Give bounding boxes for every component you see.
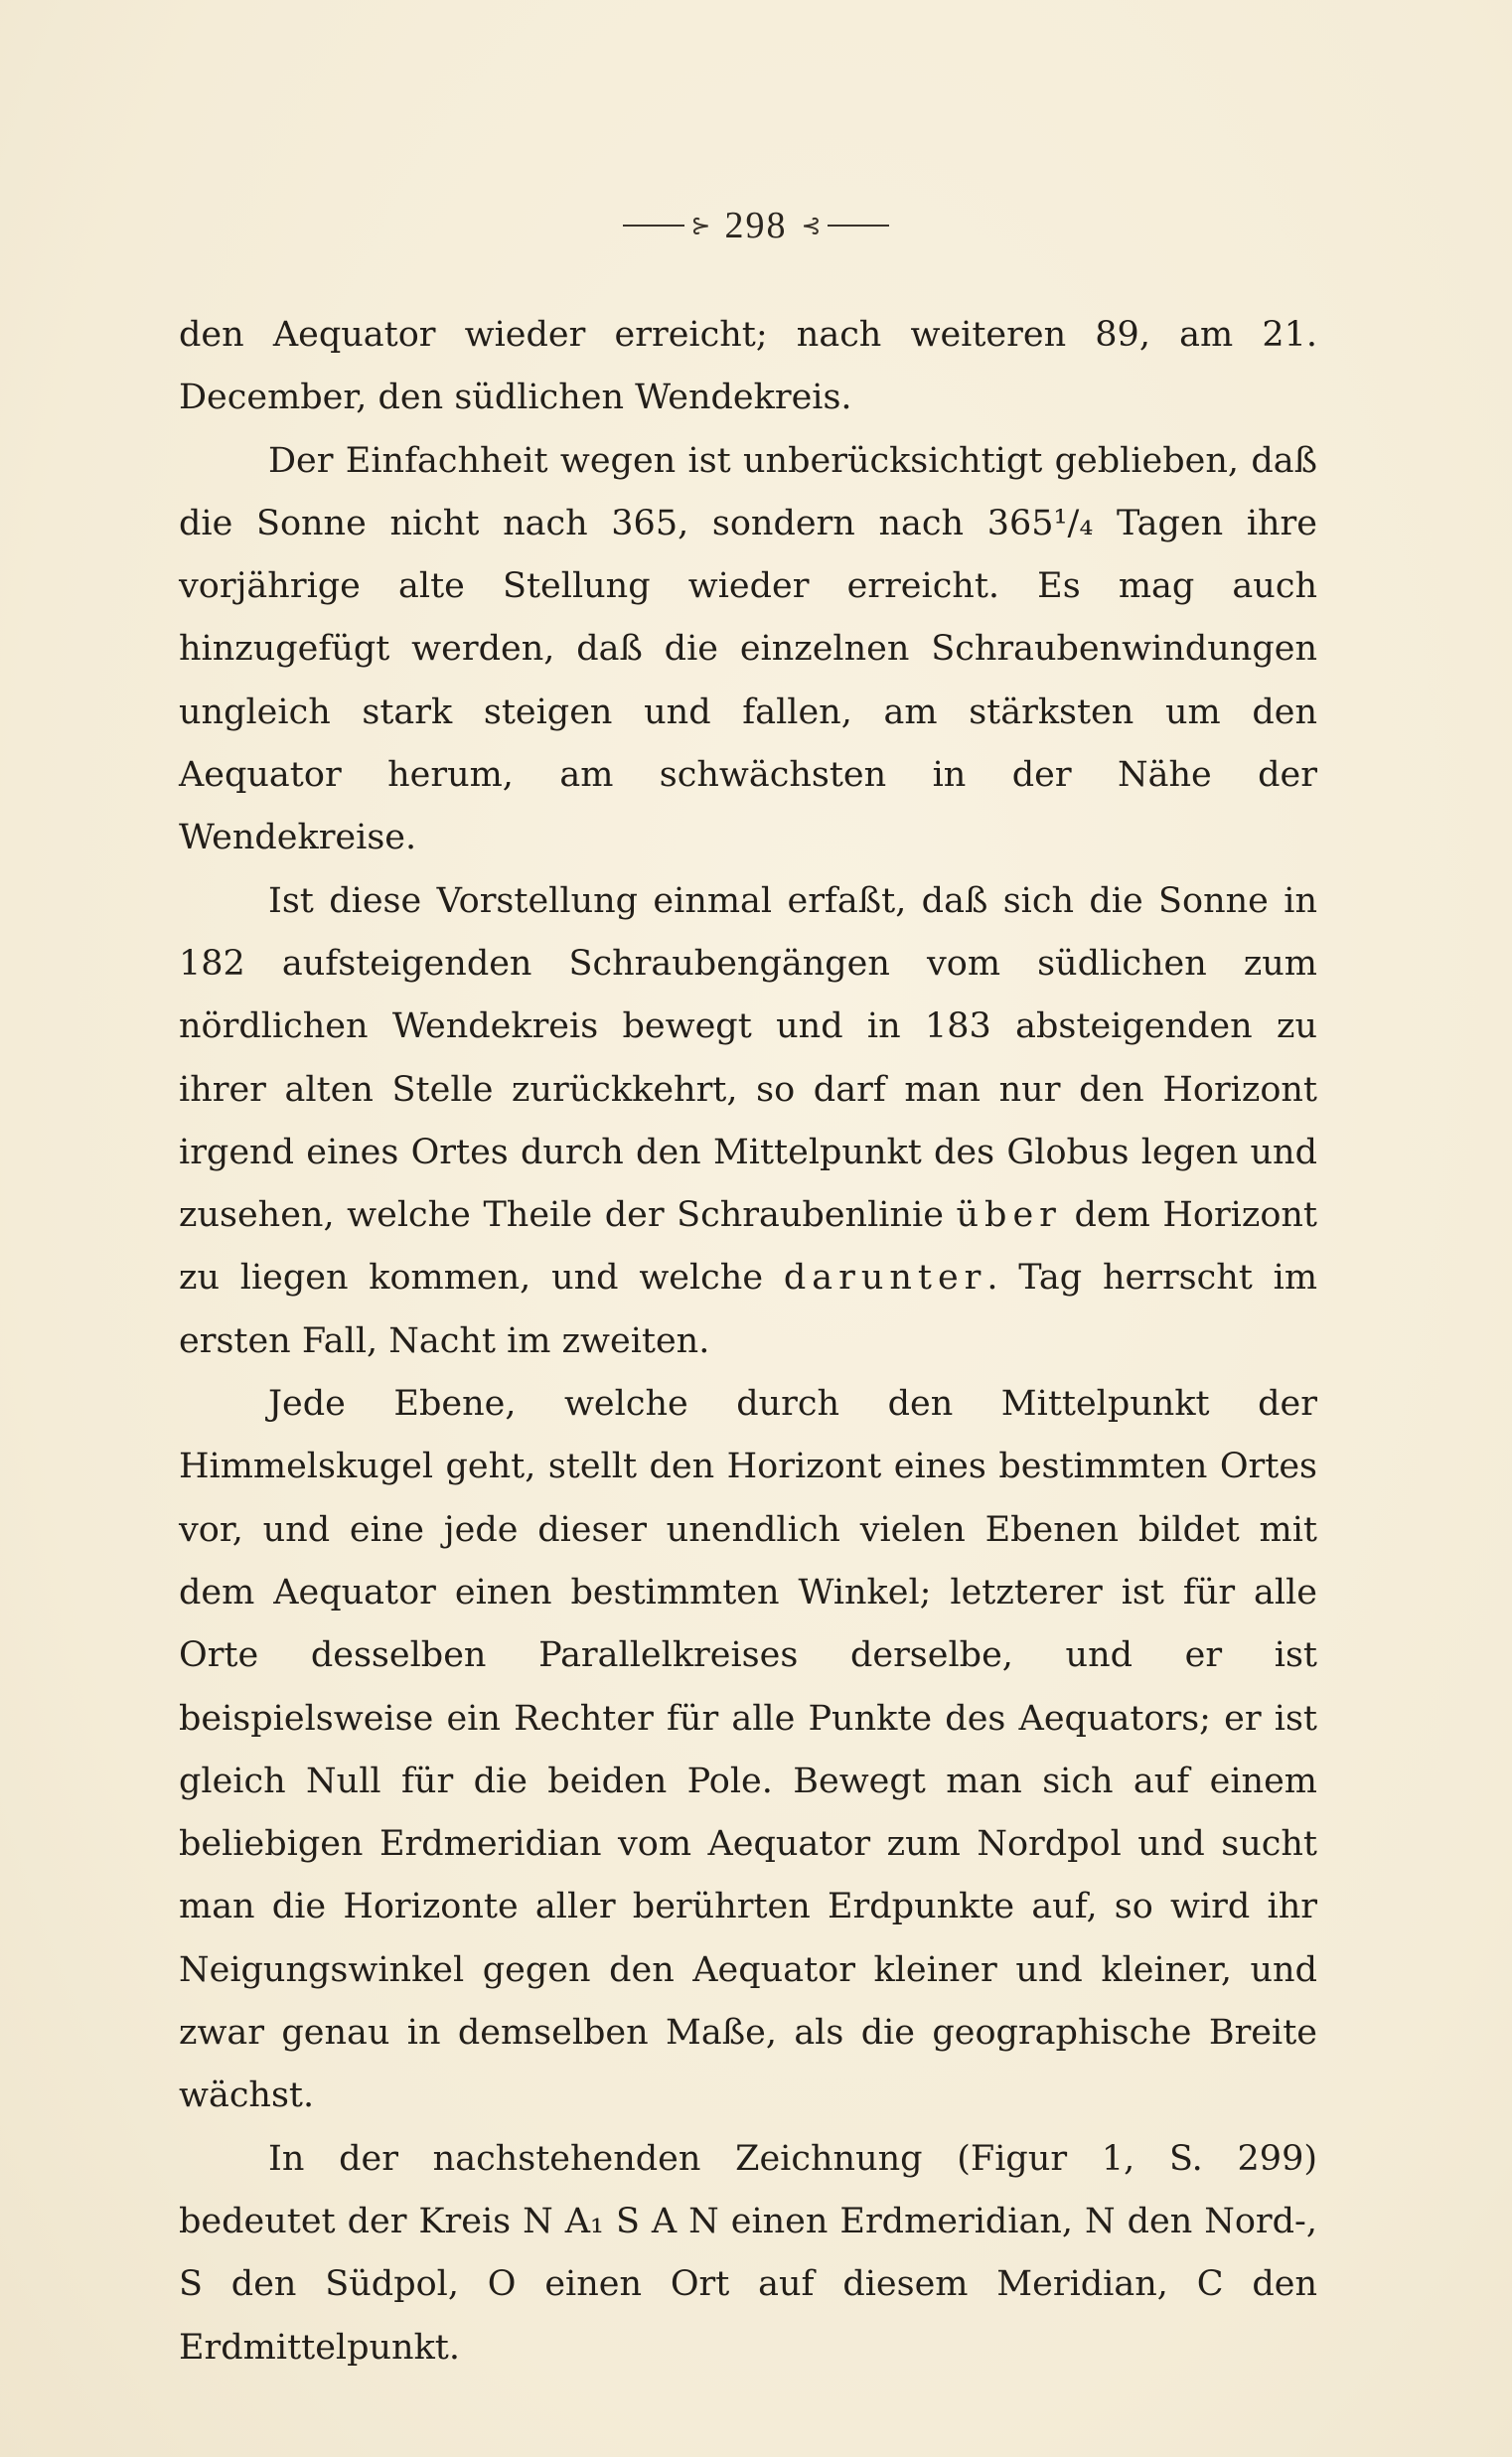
paragraph-2: Der Einfachheit wegen ist unberücksichtigt geblieben, daß die Sonne nicht nach 365, sondern nach 365¹/₄ Tagen ihre vorjährige alte Stellung wieder erreicht. Es mag auch hinzugefügt werden, daß die einzelnen Schraubenwindungen ungleich stark steigen und fallen, am stärksten um den Aequator herum, am schwächsten in der Nähe der Wendekreise. (179, 440, 1317, 858)
paragraph-1: den Aequator wieder erreicht; nach weiteren 89, am 21. December, den südlichen Wendekreis. (179, 315, 1317, 418)
header-ornament-right (802, 214, 889, 237)
paragraph-3-part-3: . Tag herrscht im ersten Fall, Nacht im zweiten. (179, 1258, 1318, 1361)
emphasis-darunter: darunter (783, 1258, 987, 1299)
paragraph-5: In der nachstehenden Zeichnung (Figur 1, S. 299) bedeutet der Kreis N A₁ S A N einen Erdmeridian, N den Nord-, S den Südpol, O einen Ort auf diesem Meridian, C den Erdmittelpunkt. (179, 2138, 1317, 2368)
header-ornament-left (623, 214, 710, 237)
paragraph-3-part-2: dem Horizont zu liegen kommen, und welche (179, 1195, 1317, 1299)
page-header (0, 204, 1512, 247)
page-number: 298 (724, 205, 788, 246)
emphasis-ueber: über (956, 1195, 1062, 1236)
fleuron-right-icon: ⊰ (801, 212, 822, 239)
paragraph-3-part-1: Ist diese Vorstellung einmal erfaßt, daß sich die Sonne in 182 aufsteigenden Schraubengängen vom südlichen zum nördlichen Wendekreis bewegt und in 183 absteigenden zu ihrer alten Stelle zurückkehrt, so darf man nur den Horizont irgend eines Ortes durch den Mittelpunkt des Globus legen und zusehen, welche Theile der Schraubenlinie (179, 880, 1317, 1236)
paragraph-3 (179, 870, 1317, 1373)
fleuron-left-icon: ⊱ (690, 212, 711, 239)
header-rule-right (828, 225, 889, 227)
body-text (179, 304, 1317, 2380)
paragraph-4: Jede Ebene, welche durch den Mittelpunkt der Himmelskugel geht, stellt den Horizont eines bestimmten Ortes vor, und eine jede dieser unendlich vielen Ebenen bildet mit dem Aequator einen bestimmten Winkel; letzterer ist für alle Orte desselben Parallelkreises derselbe, und er ist beispielsweise ein Rechter für alle Punkte des Aequators; er ist gleich Null für die beiden Pole. Bewegt man sich auf einem beliebigen Erdmeridian vom Aequator zum Nordpol und sucht man die Horizonte aller berührten Erdpunkte auf, so wird ihr Neigungswinkel gegen den Aequator kleiner und kleiner, und zwar genau in demselben Maße, als die geographische Breite wächst. (179, 1384, 1317, 2116)
header-rule-left (623, 225, 684, 227)
